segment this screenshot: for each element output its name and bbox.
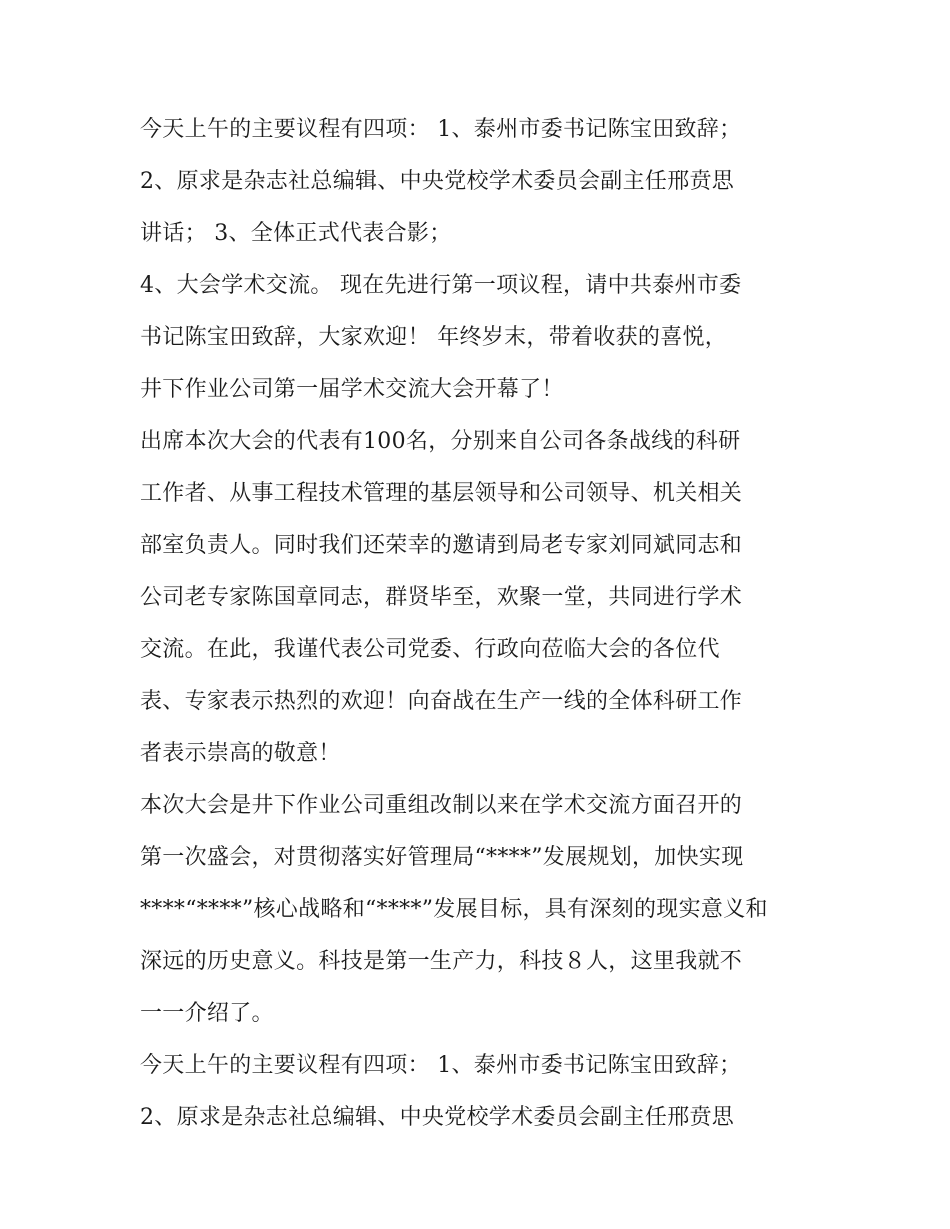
- text-line: 2、原求是杂志社总编辑、中央党校学术委员会副主任邢贲思: [140, 169, 735, 194]
- text-line: 深远的历史意义。科技是第一生产力，科技８人，这里我就不: [140, 949, 743, 974]
- text-line: 讲话； 3、全体正式代表合影；: [140, 221, 452, 246]
- text-line: 今天上午的主要议程有四项： 1、泰州市委书记陈宝田致辞；: [140, 117, 742, 142]
- text-line: 公司老专家陈国章同志，群贤毕至，欢聚一堂，共同进行学术: [140, 585, 743, 610]
- text-line: 出席本次大会的代表有100名，分别来自公司各条战线的科研: [140, 429, 741, 454]
- text-line: 表、专家表示热烈的欢迎！向奋战在生产一线的全体科研工作: [140, 689, 743, 714]
- text-line: 交流。在此，我谨代表公司党委、行政向莅临大会的各位代: [140, 637, 720, 662]
- text-line: 2、原求是杂志社总编辑、中央党校学术委员会副主任邢贲思: [140, 1105, 735, 1130]
- text-line: 井下作业公司第一届学术交流大会开幕了！: [140, 377, 564, 402]
- text-line: ****“****”核心战略和“****”发展目标，具有深刻的现实意义和: [140, 897, 768, 922]
- text-line: 工作者、从事工程技术管理的基层领导和公司领导、机关相关: [140, 481, 743, 506]
- text-line: 今天上午的主要议程有四项： 1、泰州市委书记陈宝田致辞；: [140, 1053, 742, 1078]
- text-line: 书记陈宝田致辞，大家欢迎！ 年终岁末，带着收获的喜悦，: [140, 325, 728, 350]
- text-line: 部室负责人。同时我们还荣幸的邀请到局老专家刘同斌同志和: [140, 533, 743, 558]
- text-line: 者表示崇高的敬意！: [140, 741, 341, 766]
- text-line: 一一介绍了。: [140, 1001, 274, 1026]
- text-line: 4、大会学术交流。 现在先进行第一项议程，请中共泰州市委: [140, 273, 742, 298]
- document-body: [140, 104, 820, 1144]
- text-line: 本次大会是井下作业公司重组改制以来在学术交流方面召开的: [140, 793, 743, 818]
- text-line: 第一次盛会，对贯彻落实好管理局“****”发展规划，加快实现: [140, 845, 744, 870]
